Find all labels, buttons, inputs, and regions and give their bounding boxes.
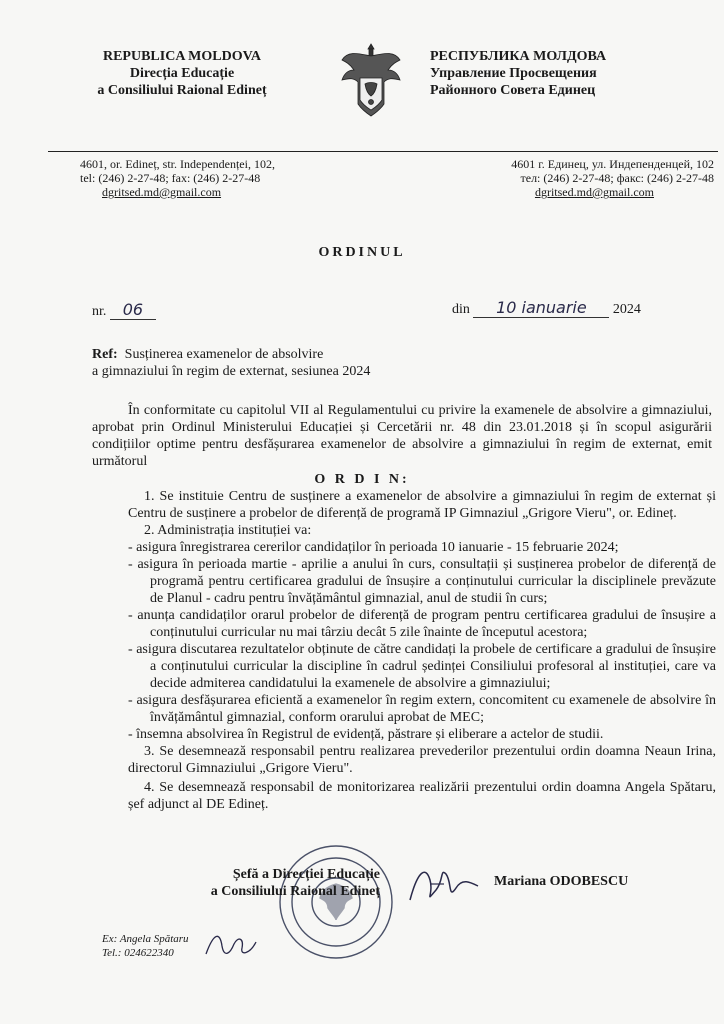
order-items xyxy=(128,488,716,813)
signature-icon xyxy=(400,860,490,910)
ref-label: Ref: xyxy=(92,347,118,362)
intro-paragraph: În conformitate cu capitolul VII al Regulamentului cu privire la examenele de absolvire a gimnaziului, aprobat prin Ordinul Ministerului Educației și Cercetării nr. 48 din 23.01.2018 și în scopul asigurării condițiilor optime pentru desfășurarea examenelor de absolvire a gimnaziului în regim de externat, emit următorul xyxy=(92,403,712,469)
order-item-3: 3. Se desemnează responsabil pentru realizarea prevederilor prezentului ordin doamna Neaun Irina, directorul Gimnaziului „Grigore Vieru". xyxy=(128,744,716,776)
order-item-1: 1. Se instituie Centru de susținere a examenelor de absolvire a gimnaziului în regim de externat și Centru de susținere a probelor de diferență de programă IP Gimnaziul „Grigore Vieru", or. Edineț. xyxy=(128,489,716,521)
coat-of-arms-icon xyxy=(338,40,404,122)
signatory-name: Mariana ODOBESCU xyxy=(494,874,629,889)
order-date xyxy=(452,298,641,318)
department-name-ru: Управление Просвещения xyxy=(430,66,597,81)
signatory-title xyxy=(160,866,380,900)
list-item: - asigura înregistrarea cererilor candidaților în perioada 10 ianuarie - 15 februarie 2024; xyxy=(128,540,619,555)
phone-line: tel: (246) 2-27-48; fax: (246) 2-27-48 xyxy=(80,171,261,185)
council-name-ro: a Consiliului Raional Edineț xyxy=(97,83,267,98)
executor-name: Ex: Angela Spătaru xyxy=(102,933,189,945)
list-item: - anunța candidaților orarul probelor de diferență de program pentru certificarea gradului de însușire a conținutului curricular nu mai târziu decât 5 zile înainte de începutul acestora; xyxy=(128,608,716,640)
order-item-4: 4. Se desemnează responsabil de monitorizarea realizării prezentului ordin doamna Angela Spătaru, șef adjunct al DE Edineț. xyxy=(128,780,716,812)
header-left xyxy=(62,48,302,99)
address-right xyxy=(430,157,714,199)
list-item: - asigura în perioada martie - aprilie a anului în curs, consultații și susținerea probelor de diferență de programă pentru certificarea gradului de însușire a conținutului curricular la disciplinele prevăzute de Planul - cadru pentru învățământul gimnazial, anul de studii în curs; xyxy=(128,557,716,606)
reference xyxy=(92,346,370,380)
email-link[interactable]: dgritsed.md@gmail.com xyxy=(534,185,654,199)
date-year: 2024 xyxy=(612,302,641,317)
list-item: - însemna absolvirea în Registrul de evidență, păstrare și eliberare a actelor de studii. xyxy=(128,727,604,742)
council-name-ru: Районного Совета Единец xyxy=(430,83,596,98)
nr-label: nr. xyxy=(92,304,107,319)
document-title: ORDINUL xyxy=(318,245,406,260)
official-stamp-icon xyxy=(276,842,396,962)
executor-phone: Tel.: 024622340 xyxy=(102,947,174,959)
date-label: din xyxy=(452,302,470,317)
address-left xyxy=(80,157,340,199)
email-link[interactable]: dgritsed.md@gmail.com xyxy=(102,185,222,199)
initials-signature-icon xyxy=(200,924,260,964)
address-line: 4601 г. Единец, ул. Индепенденцей, 102 xyxy=(511,157,714,171)
list-item: - asigura discutarea rezultatelor obținute de către candidați la probele de certificare a gradului de însușire a conținutului curricular la discipline în cadrul ședinței Consiliului profesoral al instituției, care va decide admiterea candidatului la examenele de absolvire a gimnaziului; xyxy=(128,642,716,691)
country-name-ro: REPUBLICA MOLDOVA xyxy=(102,49,262,64)
nr-value: 06 xyxy=(110,300,156,320)
header-divider xyxy=(48,151,718,152)
date-value: 10 ianuarie xyxy=(473,298,609,318)
ref-line: a gimnaziului în regim de externat, sesiunea 2024 xyxy=(92,364,371,379)
signatory-title-line: Șefă a Direcției Educație xyxy=(232,867,380,882)
order-number xyxy=(92,300,156,320)
phone-line: тел: (246) 2-27-48; факс: (246) 2-27-48 xyxy=(520,171,714,185)
ordin-heading: O R D I N: xyxy=(314,472,410,487)
signatory-title-line: a Consiliului Raional Edineț xyxy=(210,884,380,899)
order-item-2: 2. Administrația instituției va: xyxy=(144,523,312,538)
executor-info xyxy=(102,932,189,960)
country-name-ru: РЕСПУБЛИКА МОЛДОВА xyxy=(430,49,607,64)
list-item: - asigura desfășurarea eficientă a examenelor în regim extern, concomitent cu examenele de absolvire în învățământul gimnazial, conform orarului aprobat de MEC; xyxy=(128,693,716,725)
ref-line: Susținerea examenelor de absolvire xyxy=(124,347,324,362)
address-line: 4601, or. Edineț, str. Independenței, 102, xyxy=(80,157,275,171)
header-right xyxy=(430,48,690,99)
department-name-ro: Direcția Educație xyxy=(129,66,235,81)
